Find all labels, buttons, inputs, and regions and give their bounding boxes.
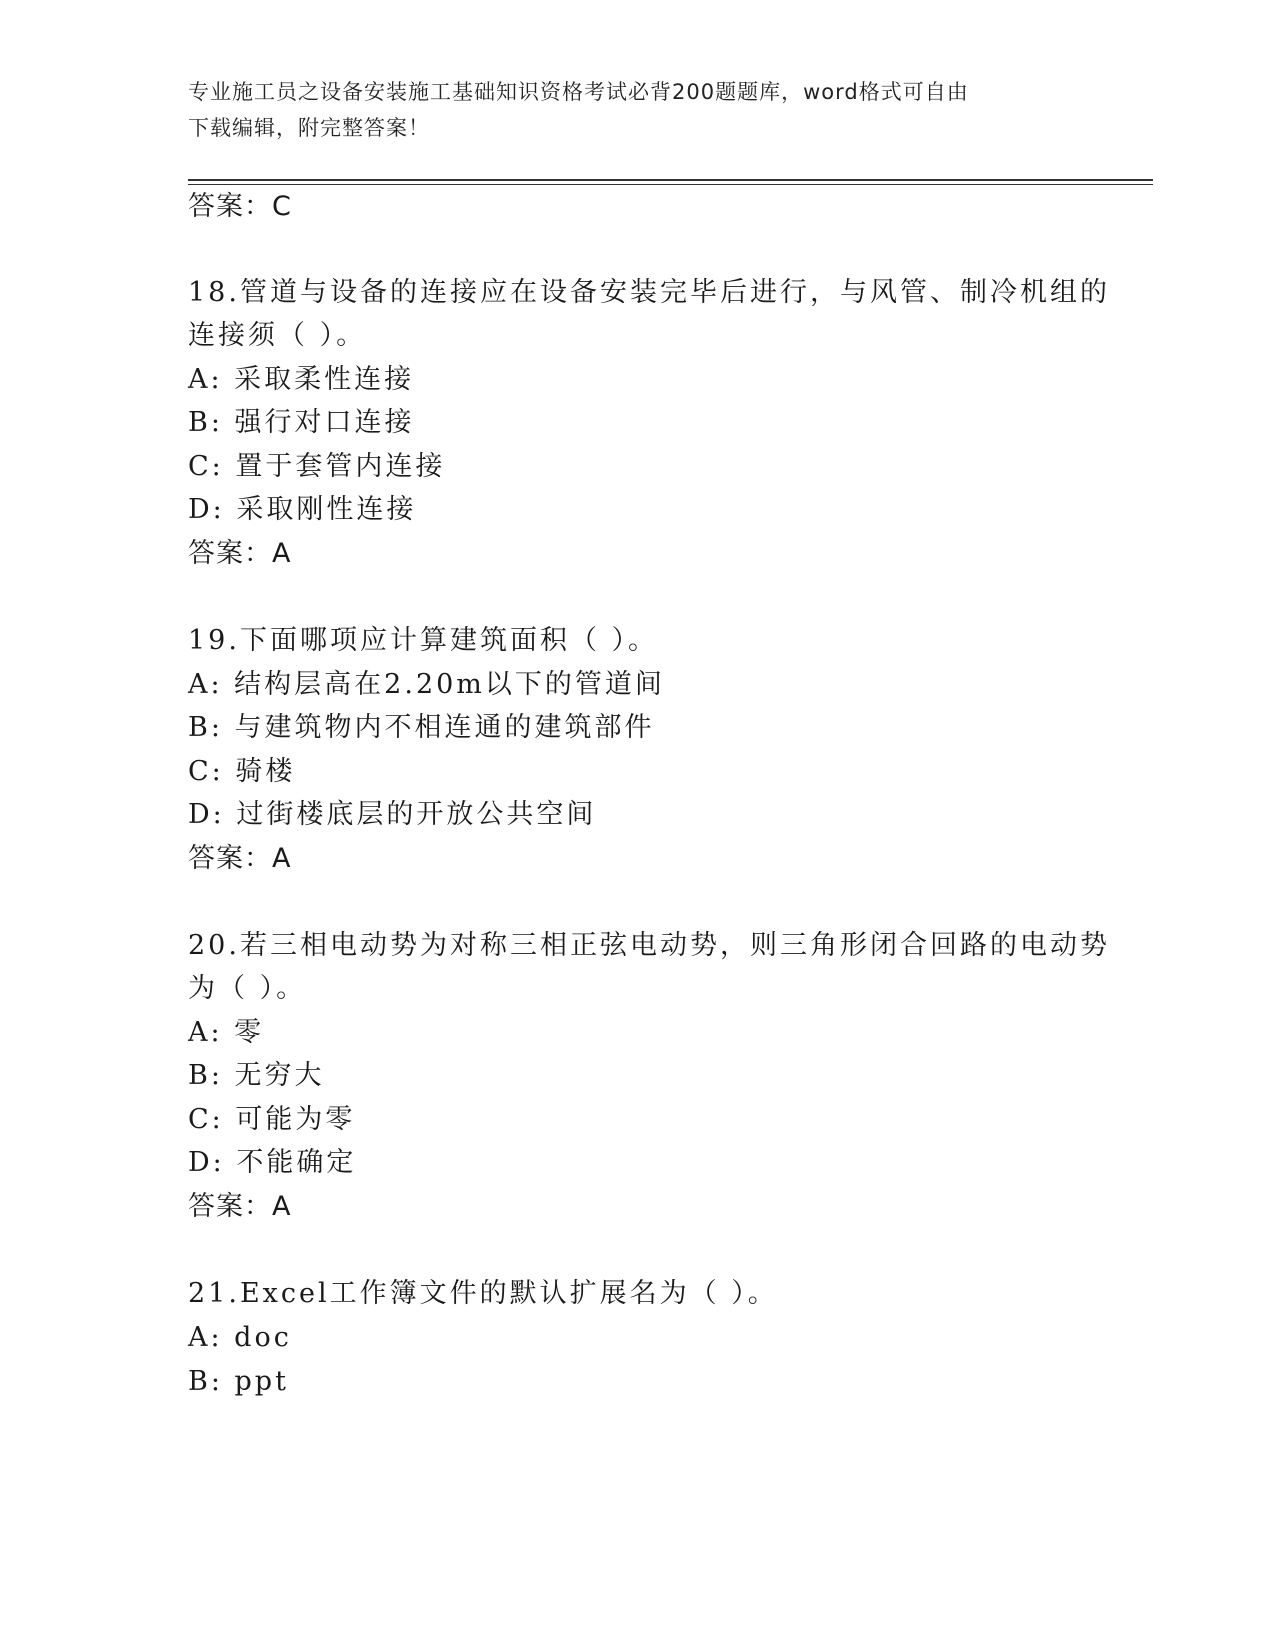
answer-20: 答案：A [188,1191,292,1222]
question-19-option-a: A: 结构层高在2.20m以下的管道间 [188,669,665,700]
answer-17: 答案：C [188,191,292,222]
question-19-option-b: B: 与建筑物内不相连通的建筑部件 [188,712,655,743]
header-divider-thick [188,179,1153,181]
question-21-option-a: A: doc [188,1322,292,1353]
question-20-option-d: D: 不能确定 [188,1147,357,1178]
question-18-text-line-2: 连接须（ ）。 [188,320,367,351]
question-19-option-d: D: 过街楼底层的开放公共空间 [188,799,597,830]
document-header [188,74,1068,146]
question-21-option-b: B: ppt [188,1366,289,1397]
question-18-option-d: D: 采取刚性连接 [188,494,417,525]
question-18-text-line-1: 18.管道与设备的连接应在设备安装完毕后进行，与风管、制冷机组的 [188,277,1110,308]
question-20-text-line-2: 为（ ）。 [188,973,307,1004]
question-21-text-line-1: 21.Excel工作簿文件的默认扩展名为（ ）。 [188,1278,778,1309]
question-20-option-a: A: 零 [188,1017,265,1048]
question-19-option-c: C: 骑楼 [188,756,296,787]
answer-19: 答案：A [188,843,292,874]
question-18-option-a: A: 采取柔性连接 [188,364,415,395]
question-20-option-b: B: 无穷大 [188,1060,325,1091]
question-19-text-line-1: 19.下面哪项应计算建筑面积（ ）。 [188,625,659,656]
header-line-1: 专业施工员之设备安装施工基础知识资格考试必背200题题库，word格式可自由 [188,80,969,104]
header-line-2: 下载编辑，附完整答案！ [188,116,430,140]
question-20-option-c: C: 可能为零 [188,1104,356,1135]
question-18-option-b: B: 强行对口连接 [188,407,415,438]
question-18-option-c: C: 置于套管内连接 [188,451,446,482]
question-20-text-line-1: 20.若三相电动势为对称三相正弦电动势，则三角形闭合回路的电动势 [188,930,1110,961]
header-divider-thin [188,184,1153,185]
answer-18: 答案：A [188,538,292,569]
